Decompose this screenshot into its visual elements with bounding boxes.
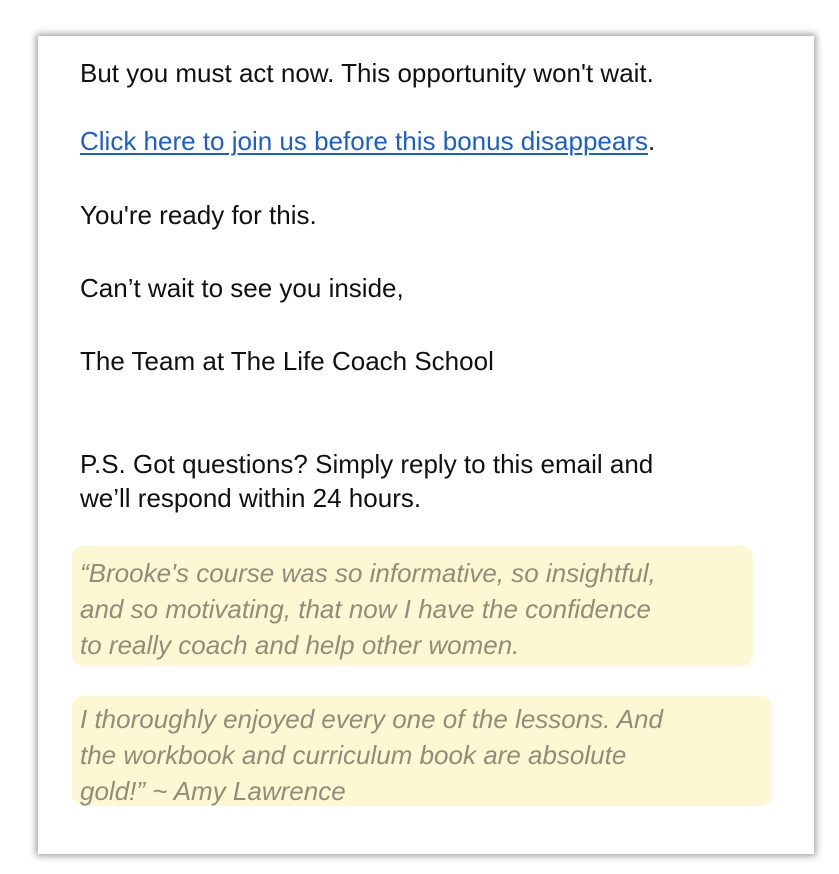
email-body [38,36,814,854]
testimonial-part-2 [80,701,663,809]
ps-line-1: P.S. Got questions? Simply reply to this email and [80,449,654,479]
testimonial-1-line-1: “Brooke's course was so informative, so insightful, [80,558,656,588]
testimonial-2-line-3: gold!” ~ Amy Lawrence [80,776,346,806]
testimonial-2-line-1: I thoroughly enjoyed every one of the lessons. And [80,704,663,734]
testimonial-2-line-2: the workbook and curriculum book are absolute [80,740,627,770]
testimonial-part-1 [80,555,656,663]
ps-paragraph [80,447,780,515]
ready-line: You're ready for this. [80,200,317,230]
urgency-line: But you must act now. This opportunity won't wait. [80,58,654,88]
signature-line: The Team at The Life Coach School [80,346,494,376]
testimonial-1-line-3: to really coach and help other women. [80,630,520,660]
join-bonus-link[interactable]: Click here to join us before this bonus disappears [80,126,648,156]
signoff-line: Can’t wait to see you inside, [80,273,404,303]
cta-period: . [648,126,656,156]
ps-line-2: we’ll respond within 24 hours. [80,483,422,513]
cta-paragraph [80,125,655,157]
testimonial-1-line-2: and so motivating, that now I have the confidence [80,594,651,624]
